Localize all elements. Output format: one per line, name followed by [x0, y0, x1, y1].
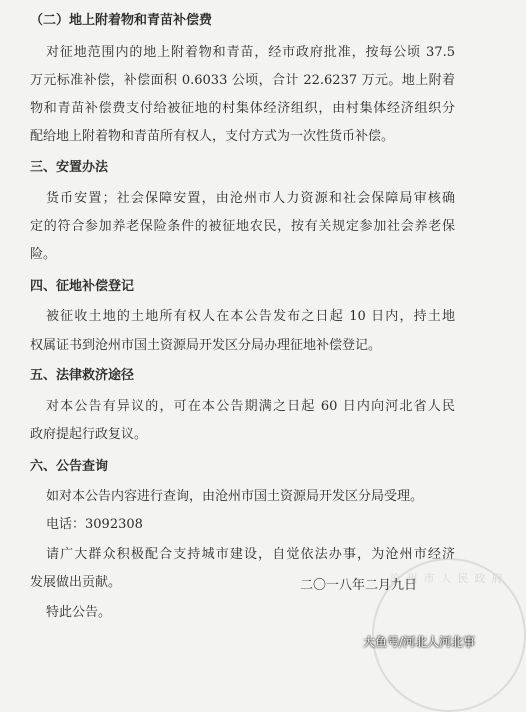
- section-6-heading: 六、公告查询: [30, 459, 109, 474]
- section-5-line-1: 对本公告有异议的，可在本公告期满之日起 60 日内向河北省人民: [46, 399, 455, 414]
- section-3-line-2: 定的符合参加养老保险条件的被征地农民，按有关规定参加社会养老保: [30, 219, 455, 234]
- section-2-line-3: 物和青苗补偿费支付给被征地的村集体经济组织，由村集体经济组织分: [30, 101, 455, 116]
- section-5-heading: 五、法律救济途径: [30, 368, 135, 383]
- section-2-heading: （二）地上附着物和青苗补偿费: [30, 13, 213, 28]
- section-2-line-4: 配给地上附着物和青苗所有权人，支付方式为一次性货币补偿。: [30, 129, 395, 144]
- watermark: 大鱼号/河北人河北事: [362, 635, 475, 649]
- section-2-line-1: 对征地范围内的地上附着物和青苗，经市政府批准，按每公顷 37.5: [46, 45, 455, 60]
- seal-text: 沧州市人民政府: [389, 572, 509, 585]
- section-4-heading: 四、征地补偿登记: [30, 279, 135, 294]
- section-6-line-1: 如对本公告内容进行查询，由沧州市国土资源局开发区分局受理。: [46, 489, 424, 504]
- section-3-heading: 三、安置办法: [30, 160, 109, 175]
- section-4-line-2: 权属证书到沧州市国土资源局开发区分局办理征地补偿登记。: [30, 338, 382, 353]
- section-6-phone: 电话：3092308: [46, 517, 143, 532]
- section-4-line-1: 被征收土地的土地所有权人在本公告发布之日起 10 日内，持土地: [46, 309, 455, 324]
- section-6-line-2: 请广大群众积极配合支持城市建设，自觉依法办事，为沧州市经济: [46, 547, 455, 562]
- section-3-line-3: 险。: [30, 247, 57, 262]
- issue-date: 二〇一八年二月九日: [300, 578, 418, 593]
- section-5-line-2: 政府提起行政复议。: [30, 427, 148, 442]
- section-6-line-3: 发展做出贡献。: [30, 575, 122, 590]
- section-3-line-1: 货币安置；社会保障安置，由沧州市人力资源和社会保障局审核确: [46, 191, 455, 206]
- section-2-line-2: 万元标准补偿，补偿面积 0.6033 公顷，合计 22.6237 万元。地上附着: [30, 73, 455, 88]
- closing-text: 特此公告。: [46, 605, 112, 620]
